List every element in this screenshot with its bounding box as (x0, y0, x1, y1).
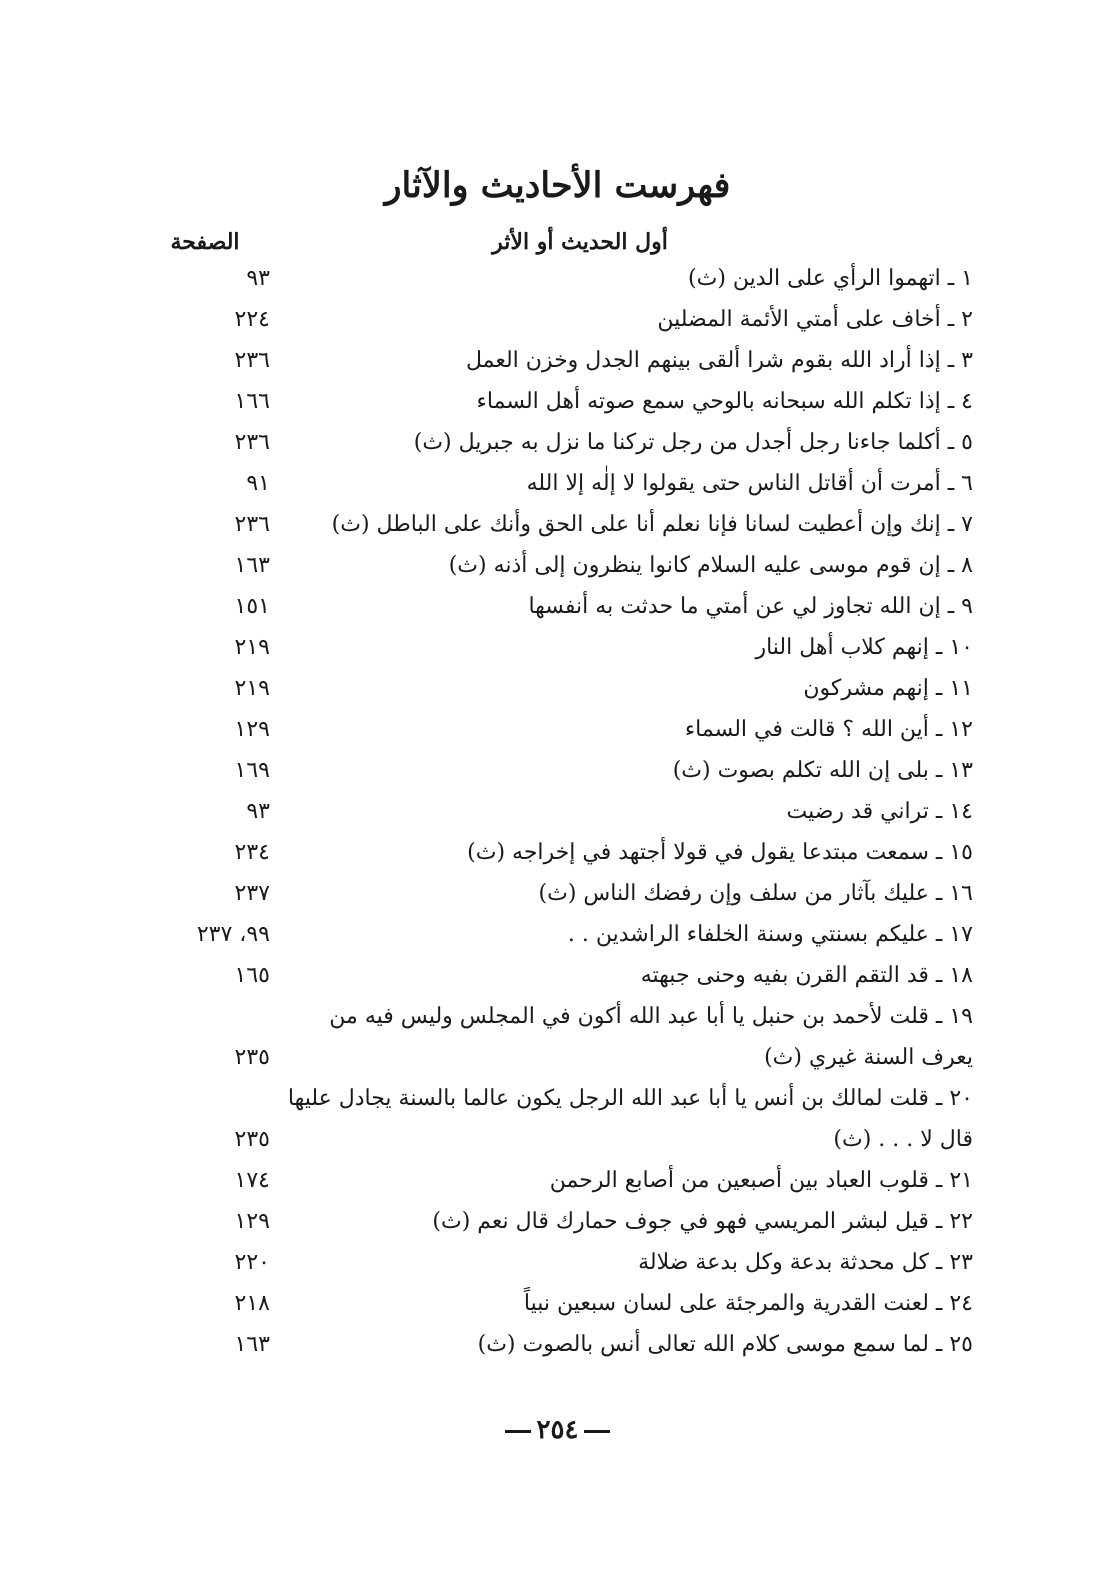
entry-page: ٢٣٤ (234, 840, 270, 865)
index-list (0, 258, 1115, 1365)
index-entry (0, 463, 1115, 504)
entry-text: ١٦ ـ عليك بآثار من سلف وإن رفضك الناس (ث) (538, 881, 973, 906)
entry-page: ٢٣٥ (234, 1045, 270, 1070)
page-title: فهرست الأحاديث والآثار (384, 165, 731, 206)
index-entry (0, 750, 1115, 791)
index-entry (0, 1160, 1115, 1201)
entry-text: ١٤ ـ تراني قد رضيت (786, 799, 973, 824)
index-entry (0, 668, 1115, 709)
index-entry (0, 1242, 1115, 1283)
entry-page: ١٦٥ (234, 963, 270, 988)
entry-page: ١٦٩ (234, 758, 270, 783)
index-entry (0, 832, 1115, 873)
index-entry (0, 340, 1115, 381)
index-entry (0, 545, 1115, 586)
index-entry (0, 1078, 1115, 1160)
entry-text: ٢١ ـ قلوب العباد بين أصبعين من أصابع الرحمن (549, 1168, 973, 1193)
entry-text: ١٥ ـ سمعت مبتدعا يقول في قولا أجتهد في إخراجه (ث) (467, 840, 973, 865)
index-entry (0, 1324, 1115, 1365)
index-entry (0, 422, 1115, 463)
entry-text: ٢٢ ـ قيل لبشر المريسي فهو في جوف حمارك قال نعم (ث) (432, 1209, 973, 1234)
dash-right (505, 1430, 531, 1433)
entry-page: ٢٣٦ (234, 512, 270, 537)
entry-text: ٦ ـ أمرت أن أقاتل الناس حتى يقولوا لا إلٰه إلا الله (526, 471, 973, 496)
entry-page: ٢١٩ (234, 676, 270, 701)
entry-text: ١٠ ـ إنهم كلاب أهل النار (755, 635, 973, 660)
entry-text: ١٨ ـ قد التقم القرن بفيه وحنى جبهته (640, 963, 973, 988)
column-headers (0, 222, 1115, 262)
entry-page: ٢٢٠ (234, 1250, 270, 1275)
index-entry (0, 1201, 1115, 1242)
entry-text: ٢٣ ـ كل محدثة بدعة وكل بدعة ضلالة (638, 1250, 973, 1275)
dash-left (584, 1430, 610, 1433)
index-entry (0, 955, 1115, 996)
index-entry (0, 381, 1115, 422)
entry-page: ١٦٦ (234, 389, 270, 414)
entry-text: ١ ـ اتهموا الرأي على الدين (ث) (688, 266, 973, 291)
index-entry (0, 504, 1115, 545)
entry-text: ٢ ـ أخاف على أمتي الأئمة المضلين (657, 307, 973, 332)
entry-text: ٤ ـ إذا تكلم الله سبحانه بالوحي سمع صوته أهل السماء (476, 389, 973, 414)
index-entry (0, 914, 1115, 955)
entry-text: ٢٥ ـ لما سمع موسى كلام الله تعالى أنس بالصوت (ث) (477, 1332, 973, 1357)
entry-text: ٢٤ ـ لعنت القدرية والمرجئة على لسان سبعين نبياً (523, 1291, 973, 1316)
entry-page: ٢٣٦ (234, 430, 270, 455)
entry-page: ١٢٩ (234, 717, 270, 742)
index-entry (0, 873, 1115, 914)
entry-text: ٣ ـ إذا أراد الله بقوم شرا ألقى بينهم الجدل وخزن العمل (465, 348, 973, 373)
entry-page: ١٥١ (234, 594, 270, 619)
entry-page: ١٧٤ (234, 1168, 270, 1193)
entry-text: ٩ ـ إن الله تجاوز لي عن أمتي ما حدثت به أنفسها (528, 594, 973, 619)
entry-page: ١٦٣ (234, 553, 270, 578)
page-number (0, 1410, 1115, 1450)
index-entry (0, 1283, 1115, 1324)
entry-page: ٢٣٥ (234, 1127, 270, 1152)
entry-page: ٢٣٦ (234, 348, 270, 373)
entry-page: ٩٩، ٢٣٧ (196, 922, 270, 947)
entry-text: ١٩ ـ قلت لأحمد بن حنبل يا أبا عبد الله أكون في المجلس وليس فيه من يعرف السنة غيري (ث) (329, 1004, 973, 1070)
entry-page: ٢٢٤ (234, 307, 270, 332)
entry-page: ١٢٩ (234, 1209, 270, 1234)
index-entry (0, 709, 1115, 750)
entry-page: ٢٣٧ (234, 881, 270, 906)
column-header-text: أول الحديث أو الأثر (492, 229, 668, 255)
entry-page: ٩١ (246, 471, 270, 496)
entry-page: ١٦٣ (234, 1332, 270, 1357)
page-number-value: ٢٥٤ (536, 1415, 579, 1445)
index-entry (0, 258, 1115, 299)
entry-page: ٩٣ (246, 266, 270, 291)
index-entry (0, 299, 1115, 340)
entry-page: ٩٣ (246, 799, 270, 824)
entry-text: ١١ ـ إنهم مشركون (803, 676, 973, 701)
entry-page: ٢١٨ (234, 1291, 270, 1316)
entry-text: ٥ ـ أكلما جاءنا رجل أجدل من رجل تركنا ما نزل به جبريل (ث) (413, 430, 973, 455)
entry-text: ٨ ـ إن قوم موسى عليه السلام كانوا ينظرون إلى أذنه (ث) (448, 553, 973, 578)
index-entry (0, 996, 1115, 1078)
entry-text: ١٢ ـ أين الله ؟ قالت في السماء (684, 717, 973, 742)
index-entry (0, 627, 1115, 668)
entry-text: ١٣ ـ بلى إن الله تكلم بصوت (ث) (672, 758, 973, 783)
entry-text: ١٧ ـ عليكم بسنتي وسنة الخلفاء الراشدين . . (567, 922, 973, 947)
column-header-page: الصفحة (170, 229, 240, 255)
index-entry (0, 791, 1115, 832)
entry-text: ٢٠ ـ قلت لمالك بن أنس يا أبا عبد الله الرجل يكون عالما بالسنة يجادل عليها قال لا . . . (ث) (287, 1086, 973, 1152)
index-entry (0, 586, 1115, 627)
entry-page: ٢١٩ (234, 635, 270, 660)
entry-text: ٧ ـ إنك وإن أعطيت لسانا فإنا نعلم أنا على الحق وأنك على الباطل (ث) (331, 512, 973, 537)
